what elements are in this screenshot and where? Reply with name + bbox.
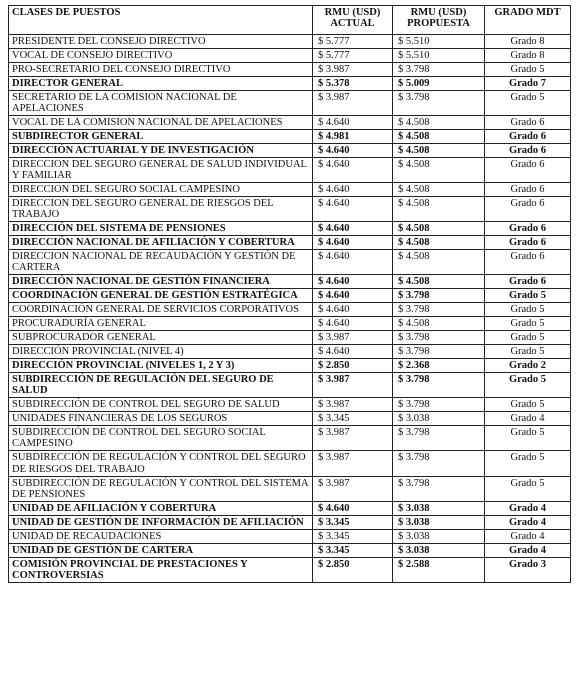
table-row	[9, 158, 571, 183]
row-actual: $ 5.777	[313, 49, 393, 63]
row-name: SUBDIRECCIÓN DE REGULACIÓN Y CONTROL DEL SISTEMA DE PENSIONES	[9, 476, 313, 501]
row-propuesta: $ 3.798	[393, 451, 485, 476]
table-row	[9, 451, 571, 476]
row-propuesta: $ 3.798	[393, 476, 485, 501]
row-propuesta: $ 4.508	[393, 158, 485, 183]
row-propuesta: $ 4.508	[393, 250, 485, 275]
row-name: DIRECCIÓN DEL SISTEMA DE PENSIONES	[9, 222, 313, 236]
row-actual: $ 4.640	[313, 289, 393, 303]
row-propuesta: $ 4.508	[393, 116, 485, 130]
row-actual: $ 3.987	[313, 426, 393, 451]
row-propuesta: $ 3.798	[393, 289, 485, 303]
table-row	[9, 426, 571, 451]
row-name: VOCAL DE CONSEJO DIRECTIVO	[9, 49, 313, 63]
row-propuesta: $ 3.798	[393, 398, 485, 412]
positions-table	[8, 5, 571, 583]
table-body	[9, 35, 571, 583]
row-grado: Grado 5	[485, 476, 571, 501]
row-grado: Grado 5	[485, 331, 571, 345]
table-row	[9, 373, 571, 398]
row-grado: Grado 6	[485, 197, 571, 222]
row-actual: $ 4.640	[313, 275, 393, 289]
row-grado: Grado 6	[485, 275, 571, 289]
row-actual: $ 4.640	[313, 303, 393, 317]
row-actual: $ 3.987	[313, 398, 393, 412]
header-actual: RMU (USD) ACTUAL	[313, 6, 393, 35]
row-propuesta: $ 4.508	[393, 130, 485, 144]
row-propuesta: $ 2.588	[393, 557, 485, 582]
table-row	[9, 197, 571, 222]
table-row	[9, 35, 571, 49]
row-propuesta: $ 3.798	[393, 63, 485, 77]
row-name: PRESIDENTE DEL CONSEJO DIRECTIVO	[9, 35, 313, 49]
table-row	[9, 345, 571, 359]
row-grado: Grado 4	[485, 515, 571, 529]
row-name: DIRECCIÓN NACIONAL DE GESTIÓN FINANCIERA	[9, 275, 313, 289]
row-propuesta: $ 3.038	[393, 412, 485, 426]
row-name: UNIDAD DE GESTIÓN DE INFORMACIÓN DE AFILIACIÓN	[9, 515, 313, 529]
row-grado: Grado 5	[485, 398, 571, 412]
table-row	[9, 236, 571, 250]
row-propuesta: $ 4.508	[393, 236, 485, 250]
row-grado: Grado 6	[485, 116, 571, 130]
row-actual: $ 4.640	[313, 183, 393, 197]
row-grado: Grado 5	[485, 345, 571, 359]
table-row	[9, 557, 571, 582]
row-name: DIRECCIÓN NACIONAL DE AFILIACIÓN Y COBERTURA	[9, 236, 313, 250]
table-row	[9, 412, 571, 426]
row-name: DIRECCION DEL SEGURO SOCIAL CAMPESINO	[9, 183, 313, 197]
table-row	[9, 359, 571, 373]
row-actual: $ 2.850	[313, 359, 393, 373]
row-name: VOCAL DE LA COMISION NACIONAL DE APELACIONES	[9, 116, 313, 130]
row-propuesta: $ 4.508	[393, 317, 485, 331]
row-actual: $ 4.640	[313, 250, 393, 275]
row-grado: Grado 4	[485, 501, 571, 515]
row-propuesta: $ 3.038	[393, 515, 485, 529]
table-row	[9, 289, 571, 303]
row-actual: $ 3.987	[313, 63, 393, 77]
row-name: SUBDIRECCIÓN DE REGULACIÓN DEL SEGURO DE SALUD	[9, 373, 313, 398]
row-propuesta: $ 5.510	[393, 49, 485, 63]
header-grado: GRADO MDT	[485, 6, 571, 35]
row-actual: $ 3.987	[313, 91, 393, 116]
row-actual: $ 3.987	[313, 373, 393, 398]
row-propuesta: $ 4.508	[393, 222, 485, 236]
row-grado: Grado 5	[485, 63, 571, 77]
row-grado: Grado 4	[485, 529, 571, 543]
row-propuesta: $ 3.798	[393, 303, 485, 317]
row-grado: Grado 6	[485, 236, 571, 250]
row-propuesta: $ 3.038	[393, 529, 485, 543]
row-actual: $ 3.345	[313, 515, 393, 529]
table-row	[9, 501, 571, 515]
row-actual: $ 5.777	[313, 35, 393, 49]
row-propuesta: $ 5.510	[393, 35, 485, 49]
table-row	[9, 317, 571, 331]
row-name: SUBDIRECCIÓN DE CONTROL DEL SEGURO SOCIAL CAMPESINO	[9, 426, 313, 451]
row-name: COMISIÓN PROVINCIAL DE PRESTACIONES Y CONTROVERSIAS	[9, 557, 313, 582]
row-name: UNIDAD DE AFILIACIÓN Y COBERTURA	[9, 501, 313, 515]
table-row	[9, 275, 571, 289]
table-row	[9, 49, 571, 63]
row-grado: Grado 4	[485, 543, 571, 557]
row-propuesta: $ 4.508	[393, 183, 485, 197]
row-grado: Grado 6	[485, 183, 571, 197]
table-row	[9, 476, 571, 501]
row-grado: Grado 5	[485, 303, 571, 317]
table-row	[9, 91, 571, 116]
table-row	[9, 515, 571, 529]
table-row	[9, 130, 571, 144]
row-actual: $ 4.640	[313, 158, 393, 183]
row-grado: Grado 2	[485, 359, 571, 373]
row-grado: Grado 4	[485, 412, 571, 426]
row-actual: $ 3.345	[313, 543, 393, 557]
row-name: DIRECTOR GENERAL	[9, 77, 313, 91]
row-propuesta: $ 5.009	[393, 77, 485, 91]
table-row	[9, 116, 571, 130]
header-propuesta: RMU (USD) PROPUESTA	[393, 6, 485, 35]
row-grado: Grado 6	[485, 222, 571, 236]
row-actual: $ 4.640	[313, 197, 393, 222]
row-name: DIRECCION NACIONAL DE RECAUDACIÓN Y GESTIÓN DE CARTERA	[9, 250, 313, 275]
row-grado: Grado 8	[485, 49, 571, 63]
row-name: SUBPROCURADOR GENERAL	[9, 331, 313, 345]
row-actual: $ 4.640	[313, 345, 393, 359]
row-grado: Grado 5	[485, 289, 571, 303]
row-propuesta: $ 2.368	[393, 359, 485, 373]
row-name: DIRECCIÓN PROVINCIAL (NIVELES 1, 2 Y 3)	[9, 359, 313, 373]
table-row	[9, 303, 571, 317]
row-grado: Grado 5	[485, 317, 571, 331]
row-name: UNIDAD DE GESTIÓN DE CARTERA	[9, 543, 313, 557]
table-row	[9, 543, 571, 557]
row-actual: $ 3.987	[313, 476, 393, 501]
row-actual: $ 2.850	[313, 557, 393, 582]
row-propuesta: $ 3.798	[393, 426, 485, 451]
row-propuesta: $ 3.038	[393, 501, 485, 515]
row-name: SUBDIRECCIÓN DE REGULACIÓN Y CONTROL DEL SEGURO DE RIESGOS DEL TRABAJO	[9, 451, 313, 476]
table-row	[9, 63, 571, 77]
row-grado: Grado 8	[485, 35, 571, 49]
row-actual: $ 5.378	[313, 77, 393, 91]
row-grado: Grado 5	[485, 373, 571, 398]
row-propuesta: $ 4.508	[393, 275, 485, 289]
row-name: COORDINACIÓN GENERAL DE SERVICIOS CORPORATIVOS	[9, 303, 313, 317]
row-name: DIRECCIÓN ACTUARIAL Y DE INVESTIGACIÓN	[9, 144, 313, 158]
row-actual: $ 4.640	[313, 116, 393, 130]
row-actual: $ 4.640	[313, 317, 393, 331]
row-propuesta: $ 3.798	[393, 331, 485, 345]
table-row	[9, 529, 571, 543]
row-actual: $ 3.345	[313, 529, 393, 543]
row-grado: Grado 6	[485, 144, 571, 158]
table-row	[9, 250, 571, 275]
row-grado: Grado 6	[485, 250, 571, 275]
row-name: SUBDIRECTOR GENERAL	[9, 130, 313, 144]
row-grado: Grado 5	[485, 426, 571, 451]
row-propuesta: $ 4.508	[393, 144, 485, 158]
table-row	[9, 398, 571, 412]
row-actual: $ 3.987	[313, 331, 393, 345]
row-propuesta: $ 3.798	[393, 91, 485, 116]
row-name: DIRECCION DEL SEGURO GENERAL DE SALUD INDIVIDUAL Y FAMILIAR	[9, 158, 313, 183]
row-grado: Grado 5	[485, 91, 571, 116]
row-name: DIRECCION DEL SEGURO GENERAL DE RIESGOS DEL TRABAJO	[9, 197, 313, 222]
row-actual: $ 3.345	[313, 412, 393, 426]
row-actual: $ 4.640	[313, 236, 393, 250]
row-name: PRO-SECRETARIO DEL CONSEJO DIRECTIVO	[9, 63, 313, 77]
row-name: SUBDIRECCIÓN DE CONTROL DEL SEGURO DE SALUD	[9, 398, 313, 412]
row-name: UNIDADES FINANCIERAS DE LOS SEGUROS	[9, 412, 313, 426]
row-propuesta: $ 3.798	[393, 373, 485, 398]
row-actual: $ 4.981	[313, 130, 393, 144]
row-actual: $ 4.640	[313, 501, 393, 515]
row-name: PROCURADURÍA GENERAL	[9, 317, 313, 331]
table-row	[9, 222, 571, 236]
header-clases: CLASES DE PUESTOS	[9, 6, 313, 35]
row-actual: $ 3.987	[313, 451, 393, 476]
table-row	[9, 331, 571, 345]
row-grado: Grado 7	[485, 77, 571, 91]
table-row	[9, 77, 571, 91]
row-propuesta: $ 3.038	[393, 543, 485, 557]
table-row	[9, 144, 571, 158]
row-grado: Grado 6	[485, 130, 571, 144]
table-header-row	[9, 6, 571, 35]
row-name: UNIDAD DE RECAUDACIONES	[9, 529, 313, 543]
row-grado: Grado 3	[485, 557, 571, 582]
table-row	[9, 183, 571, 197]
row-propuesta: $ 3.798	[393, 345, 485, 359]
row-grado: Grado 6	[485, 158, 571, 183]
row-actual: $ 4.640	[313, 144, 393, 158]
row-actual: $ 4.640	[313, 222, 393, 236]
row-propuesta: $ 4.508	[393, 197, 485, 222]
row-name: SECRETARIO DE LA COMISION NACIONAL DE APELACIONES	[9, 91, 313, 116]
row-name: DIRECCIÓN PROVINCIAL (NIVEL 4)	[9, 345, 313, 359]
row-grado: Grado 5	[485, 451, 571, 476]
row-name: COORDINACIÓN GENERAL DE GESTIÓN ESTRATÉGICA	[9, 289, 313, 303]
